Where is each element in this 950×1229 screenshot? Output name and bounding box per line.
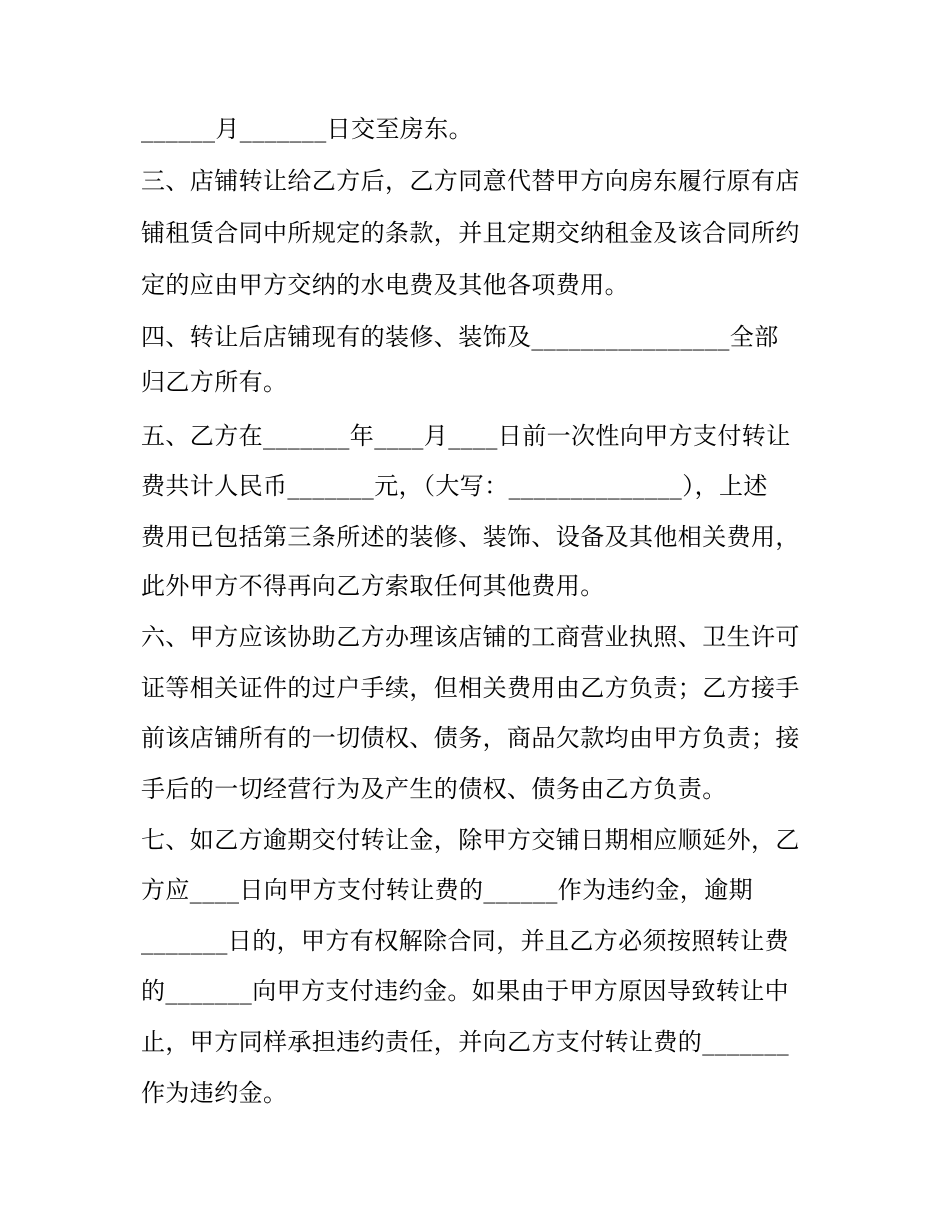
text-line: 七、如乙方逾期交付转让金，除甲方交铺日期相应顺延外，乙 <box>141 826 800 854</box>
text-line: 手后的一切经营行为及产生的债权、债务由乙方负责。 <box>141 775 727 803</box>
text-line: 证等相关证件的过户手续，但相关费用由乙方负责；乙方接手 <box>141 674 800 702</box>
text-line: 三、店铺转让给乙方后，乙方同意代替甲方向房东履行原有店 <box>141 167 800 195</box>
text-line: 五、乙方在_______年____月____日前一次性向甲方支付转让 <box>141 422 791 450</box>
text-line: 前该店铺所有的一切债权、债务，商品欠款均由甲方负责；接 <box>141 724 800 752</box>
text-line: 定的应由甲方交纳的水电费及其他各项费用。 <box>141 271 629 299</box>
text-line: 作为违约金。 <box>141 1079 288 1107</box>
text-line: 止，甲方同样承担违约责任，并向乙方支付转让费的_______ <box>141 1028 789 1056</box>
text-line: 四、转让后店铺现有的装修、装饰及________________全部 <box>141 323 779 351</box>
text-line: 费用已包括第三条所述的装修、装饰、设备及其他相关费用， <box>141 523 800 551</box>
text-line: 铺租赁合同中所规定的条款，并且定期交纳租金及该合同所约 <box>141 219 800 247</box>
text-line: 六、甲方应该协助乙方办理该店铺的工商营业执照、卫生许可 <box>141 623 800 651</box>
text-line: 此外甲方不得再向乙方索取任何其他费用。 <box>141 572 605 600</box>
text-line: 归乙方所有。 <box>141 368 288 396</box>
text-line: 方应____日向甲方支付转让费的______作为违约金，逾期 <box>141 876 753 904</box>
text-line: ______月_______日交至房东。 <box>141 115 473 143</box>
text-line: 的_______向甲方支付违约金。如果由于甲方原因导致转让中 <box>141 977 789 1005</box>
text-line: 费共计人民币_______元，（大写：______________），上述 <box>141 472 768 500</box>
text-line: _______日的，甲方有权解除合同，并且乙方必须按照转让费 <box>141 927 789 955</box>
